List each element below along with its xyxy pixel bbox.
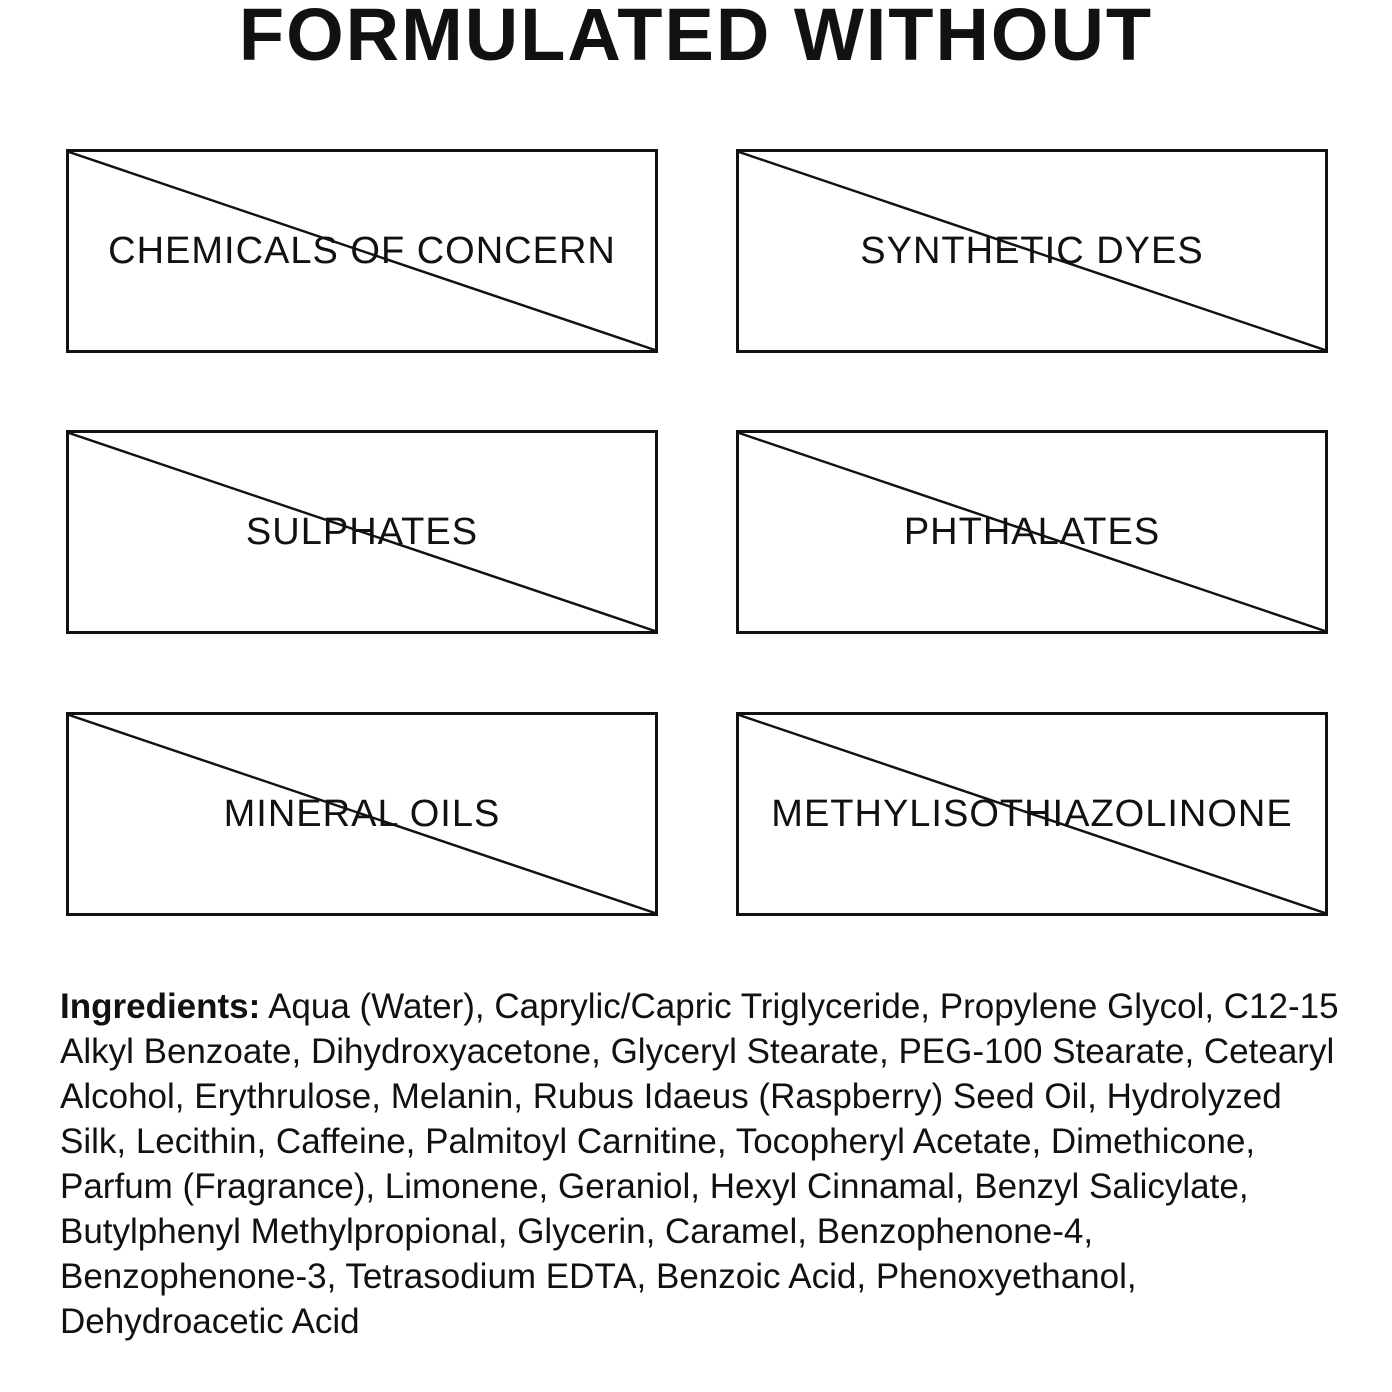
free-from-box-synthetic-dyes bbox=[736, 149, 1328, 353]
free-from-label: CHEMICALS OF CONCERN bbox=[108, 229, 616, 272]
free-from-label: SULPHATES bbox=[245, 510, 479, 553]
ingredients-list bbox=[60, 984, 1345, 1344]
page-title: FORMULATED WITHOUT bbox=[238, 0, 1154, 76]
free-from-box-phthalates bbox=[736, 430, 1328, 634]
free-from-label: SYNTHETIC DYES bbox=[860, 229, 1204, 272]
free-from-box-mineral-oils bbox=[66, 712, 658, 916]
free-from-box-methylisothiazolinone bbox=[736, 712, 1328, 916]
free-from-label: MINERAL OILS bbox=[223, 792, 501, 835]
ingredients-label: Ingredients: bbox=[60, 987, 261, 1026]
ingredients-text: Aqua (Water), Caprylic/Capric Triglyceride, Propylene Glycol, C12-15 Alkyl Benzoate, Dihydroxyacetone, Glyceryl Stearate, PEG-100 Stearate, Cetearyl Alcohol, Erythrulose, Melanin, Rubus Idaeus (Raspberry) Seed Oil, Hydrolyzed Silk, Lecithin, Caffeine, Palmitoyl Carnitine, Tocopheryl Acetate, Dimethicone, Parfum (Fragrance), Limonene, Geraniol, Hexyl Cinnamal, Benzyl Salicylate, Butylphenyl Methylpropional, Glycerin, Caramel, Benzophenone-4, Benzophenone-3, Tetrasodium EDTA, Benzoic Acid, Phenoxyethanol, Dehydroacetic Acid bbox=[60, 987, 1339, 1341]
free-from-label: METHYLISOTHIAZOLINONE bbox=[771, 792, 1293, 835]
free-from-box-chemicals-of-concern bbox=[66, 149, 658, 353]
free-from-label: PHTHALATES bbox=[903, 510, 1161, 553]
free-from-box-sulphates bbox=[66, 430, 658, 634]
